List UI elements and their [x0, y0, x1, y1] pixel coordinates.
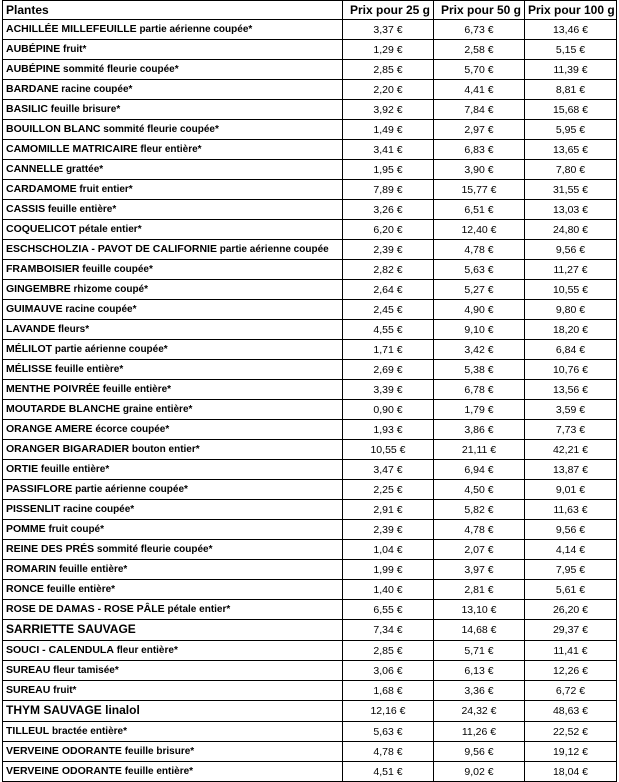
price-100g: 18,20 €: [525, 320, 617, 340]
plant-name: BASILIC: [6, 103, 48, 115]
plant-name-cell: [3, 380, 343, 400]
plant-description: grattée*: [63, 164, 104, 175]
price-50g: 4,78 €: [434, 240, 525, 260]
plant-name-cell: [3, 480, 343, 500]
price-25g: 2,20 €: [343, 80, 434, 100]
plant-description: sommité fleurie coupée*: [100, 124, 219, 135]
plant-name: REINE DES PRÉS: [6, 543, 95, 555]
table-row: [3, 460, 617, 480]
plant-name-cell: [3, 460, 343, 480]
plant-description: fleur tamisée*: [50, 665, 119, 676]
plant-name: SOUCI - CALENDULA: [6, 644, 114, 656]
price-50g: 5,63 €: [434, 260, 525, 280]
table-header: [3, 1, 617, 20]
price-50g: 3,90 €: [434, 160, 525, 180]
price-100g: 13,03 €: [525, 200, 617, 220]
price-25g: 10,55 €: [343, 440, 434, 460]
price-25g: 1,49 €: [343, 120, 434, 140]
plant-description: bractée entière*: [49, 726, 127, 737]
plant-name: TILLEUL: [6, 725, 50, 737]
plant-description: fruit*: [50, 685, 77, 696]
price-100g: 11,27 €: [525, 260, 617, 280]
price-100g: 10,55 €: [525, 280, 617, 300]
table-row: [3, 60, 617, 80]
price-100g: 3,59 €: [525, 400, 617, 420]
price-100g: 6,72 €: [525, 681, 617, 701]
table-row: [3, 20, 617, 40]
plant-name-cell: [3, 620, 343, 641]
plant-name: LAVANDE: [6, 323, 56, 335]
price-50g: 5,27 €: [434, 280, 525, 300]
price-25g: 3,39 €: [343, 380, 434, 400]
price-25g: 2,85 €: [343, 60, 434, 80]
plant-name: MOUTARDE BLANCHE: [6, 403, 121, 415]
price-50g: 6,78 €: [434, 380, 525, 400]
plant-description: fruit entier*: [76, 184, 133, 195]
price-100g: 13,56 €: [525, 380, 617, 400]
plant-name: ACHILLÉE MILLEFEUILLE: [6, 23, 137, 35]
price-25g: 2,39 €: [343, 520, 434, 540]
plant-name: CARDAMOME: [6, 183, 77, 195]
plant-description: feuille entière*: [121, 766, 194, 777]
price-100g: 11,63 €: [525, 500, 617, 520]
plant-description: feuille entière*: [52, 364, 124, 375]
table-row: [3, 160, 617, 180]
price-50g: 3,42 €: [434, 340, 525, 360]
plant-name-cell: [3, 320, 343, 340]
plant-name: FRAMBOISIER: [6, 263, 80, 275]
header-price-100: Prix pour 100 g: [525, 1, 617, 20]
price-50g: 4,41 €: [434, 80, 525, 100]
plant-description: racine coupée*: [60, 504, 135, 515]
plant-description: sommité fleurie coupée*: [94, 544, 213, 555]
table-row: [3, 600, 617, 620]
plant-name-cell: [3, 240, 343, 260]
price-25g: 1,71 €: [343, 340, 434, 360]
price-100g: 13,46 €: [525, 20, 617, 40]
price-25g: 3,37 €: [343, 20, 434, 40]
price-25g: 2,91 €: [343, 500, 434, 520]
price-50g: 14,68 €: [434, 620, 525, 641]
price-25g: 0,90 €: [343, 400, 434, 420]
price-25g: 5,63 €: [343, 722, 434, 742]
plant-name-cell: [3, 20, 343, 40]
plant-description: partie aérienne coupée*: [136, 24, 253, 35]
price-100g: 9,56 €: [525, 520, 617, 540]
plant-name-cell: [3, 220, 343, 240]
plant-description: racine coupée*: [58, 84, 133, 95]
plant-description: fruit*: [60, 44, 87, 55]
table-row: [3, 500, 617, 520]
plant-name: POMME: [6, 523, 46, 535]
plant-name-cell: [3, 580, 343, 600]
price-25g: 2,85 €: [343, 641, 434, 661]
price-100g: 10,76 €: [525, 360, 617, 380]
plant-name-cell: [3, 280, 343, 300]
price-25g: 1,40 €: [343, 580, 434, 600]
header-row: [3, 1, 617, 20]
plant-description: écorce coupée*: [92, 424, 170, 435]
price-100g: 19,12 €: [525, 742, 617, 762]
price-50g: 9,10 €: [434, 320, 525, 340]
price-100g: 42,21 €: [525, 440, 617, 460]
table-row: [3, 742, 617, 762]
price-25g: 1,68 €: [343, 681, 434, 701]
price-25g: 3,26 €: [343, 200, 434, 220]
plant-name: ROMARIN: [6, 563, 57, 575]
plant-name: SARRIETTE SAUVAGE: [6, 622, 136, 636]
price-25g: 3,47 €: [343, 460, 434, 480]
price-25g: 3,41 €: [343, 140, 434, 160]
price-25g: 12,16 €: [343, 701, 434, 722]
plant-name: VERVEINE ODORANTE: [6, 765, 122, 777]
price-50g: 6,73 €: [434, 20, 525, 40]
plant-name-cell: [3, 120, 343, 140]
price-25g: 1,29 €: [343, 40, 434, 60]
plant-name-cell: [3, 742, 343, 762]
plant-name: CASSIS: [6, 203, 46, 215]
price-100g: 7,95 €: [525, 560, 617, 580]
plant-name-cell: [3, 180, 343, 200]
price-100g: 13,65 €: [525, 140, 617, 160]
plant-name-cell: [3, 160, 343, 180]
price-50g: 4,50 €: [434, 480, 525, 500]
table-row: [3, 420, 617, 440]
price-50g: 6,13 €: [434, 661, 525, 681]
price-100g: 9,56 €: [525, 240, 617, 260]
plant-name-cell: [3, 300, 343, 320]
price-25g: 6,20 €: [343, 220, 434, 240]
plant-name-cell: [3, 360, 343, 380]
price-100g: 24,80 €: [525, 220, 617, 240]
plant-name: VERVEINE ODORANTE: [6, 745, 122, 757]
table-row: [3, 260, 617, 280]
plant-name: ORANGER BIGARADIER: [6, 443, 130, 455]
table-row: [3, 520, 617, 540]
price-100g: 11,41 €: [525, 641, 617, 661]
price-25g: 3,92 €: [343, 100, 434, 120]
plant-name: COQUELICOT: [6, 223, 76, 235]
plant-name-cell: [3, 520, 343, 540]
price-25g: 4,55 €: [343, 320, 434, 340]
plant-name-cell: [3, 641, 343, 661]
plant-description: feuille entière*: [56, 564, 128, 575]
plant-description: sommité fleurie coupée*: [60, 64, 179, 75]
plant-name: RONCE: [6, 583, 44, 595]
header-plantes: Plantes: [3, 1, 343, 20]
price-50g: 1,79 €: [434, 400, 525, 420]
table-row: [3, 300, 617, 320]
plant-name-cell: [3, 60, 343, 80]
plant-name: BARDANE: [6, 83, 59, 95]
price-100g: 9,80 €: [525, 300, 617, 320]
price-50g: 24,32 €: [434, 701, 525, 722]
table-row: [3, 240, 617, 260]
plant-description: pétale entier*: [76, 224, 142, 235]
price-50g: 9,56 €: [434, 742, 525, 762]
price-25g: 1,95 €: [343, 160, 434, 180]
price-100g: 7,80 €: [525, 160, 617, 180]
price-50g: 6,94 €: [434, 460, 525, 480]
price-100g: 5,95 €: [525, 120, 617, 140]
table-row: [3, 120, 617, 140]
table-row: [3, 340, 617, 360]
price-50g: 2,07 €: [434, 540, 525, 560]
price-100g: 26,20 €: [525, 600, 617, 620]
price-50g: 6,51 €: [434, 200, 525, 220]
price-50g: 2,58 €: [434, 40, 525, 60]
plant-name-cell: [3, 701, 343, 722]
price-25g: 2,64 €: [343, 280, 434, 300]
table-row: [3, 681, 617, 701]
plant-name-cell: [3, 140, 343, 160]
price-50g: 5,71 €: [434, 641, 525, 661]
plant-name: THYM SAUVAGE linalol: [6, 703, 140, 717]
table-row: [3, 641, 617, 661]
price-50g: 6,83 €: [434, 140, 525, 160]
table-row: [3, 540, 617, 560]
plant-description: feuille entière*: [45, 204, 117, 215]
table-row: [3, 701, 617, 722]
price-50g: 12,40 €: [434, 220, 525, 240]
price-50g: 7,84 €: [434, 100, 525, 120]
price-25g: 1,04 €: [343, 540, 434, 560]
plant-name: ESCHSCHOLZIA - PAVOT DE CALIFORNIE: [6, 243, 217, 255]
table-row: [3, 200, 617, 220]
plant-name: PASSIFLORE: [6, 483, 73, 495]
plant-name: CANNELLE: [6, 163, 64, 175]
price-100g: 18,04 €: [525, 762, 617, 782]
price-table: [2, 0, 617, 782]
price-50g: 2,97 €: [434, 120, 525, 140]
price-100g: 15,68 €: [525, 100, 617, 120]
price-25g: 2,82 €: [343, 260, 434, 280]
plant-name: MÉLILOT: [6, 343, 53, 355]
table-row: [3, 320, 617, 340]
price-50g: 3,86 €: [434, 420, 525, 440]
plant-name: MENTHE POIVRÉE: [6, 383, 100, 395]
plant-name-cell: [3, 661, 343, 681]
plant-description: feuille coupée*: [79, 264, 153, 275]
plant-description: partie aérienne coupée*: [72, 484, 188, 495]
price-100g: 29,37 €: [525, 620, 617, 641]
plant-description: fleur entière*: [137, 144, 202, 155]
plant-name-cell: [3, 762, 343, 782]
price-50g: 21,11 €: [434, 440, 525, 460]
plant-name-cell: [3, 540, 343, 560]
plant-name-cell: [3, 500, 343, 520]
plant-name-cell: [3, 400, 343, 420]
plant-description: fleurs*: [55, 324, 90, 335]
table-row: [3, 661, 617, 681]
plant-name: BOUILLON BLANC: [6, 123, 101, 135]
plant-name: AUBÉPINE: [6, 63, 61, 75]
plant-name-cell: [3, 681, 343, 701]
price-100g: 48,63 €: [525, 701, 617, 722]
plant-description: partie aérienne coupée: [216, 244, 329, 255]
price-100g: 22,52 €: [525, 722, 617, 742]
price-50g: 3,97 €: [434, 560, 525, 580]
plant-name-cell: [3, 600, 343, 620]
price-25g: 7,89 €: [343, 180, 434, 200]
table-row: [3, 280, 617, 300]
price-50g: 3,36 €: [434, 681, 525, 701]
plant-name-cell: [3, 722, 343, 742]
table-row: [3, 560, 617, 580]
plant-description: rhizome coupé*: [70, 284, 149, 295]
price-25g: 6,55 €: [343, 600, 434, 620]
price-25g: 1,99 €: [343, 560, 434, 580]
plant-description: feuille entière*: [38, 464, 110, 475]
table-row: [3, 40, 617, 60]
price-100g: 31,55 €: [525, 180, 617, 200]
table-row: [3, 380, 617, 400]
plant-name-cell: [3, 100, 343, 120]
plant-name: SUREAU: [6, 684, 51, 696]
plant-name-cell: [3, 340, 343, 360]
price-100g: 7,73 €: [525, 420, 617, 440]
plant-name-cell: [3, 200, 343, 220]
price-100g: 6,84 €: [525, 340, 617, 360]
plant-name: MÉLISSE: [6, 363, 53, 375]
price-100g: 12,26 €: [525, 661, 617, 681]
header-price-50: Prix pour 50 g: [434, 1, 525, 20]
plant-description: partie aérienne coupée*: [52, 344, 168, 355]
plant-description: racine coupée*: [62, 304, 137, 315]
price-50g: 2,81 €: [434, 580, 525, 600]
plant-name: CAMOMILLE MATRICAIRE: [6, 143, 138, 155]
price-100g: 9,01 €: [525, 480, 617, 500]
table-row: [3, 400, 617, 420]
price-100g: 11,39 €: [525, 60, 617, 80]
table-row: [3, 360, 617, 380]
plant-name: PISSENLIT: [6, 503, 61, 515]
plant-name: ORTIE: [6, 463, 39, 475]
plant-name-cell: [3, 440, 343, 460]
plant-name-cell: [3, 40, 343, 60]
price-100g: 5,61 €: [525, 580, 617, 600]
header-price-25: Prix pour 25 g: [343, 1, 434, 20]
table-row: [3, 480, 617, 500]
plant-name-cell: [3, 260, 343, 280]
plant-description: feuille brisure*: [121, 746, 195, 757]
price-25g: 2,39 €: [343, 240, 434, 260]
table-row: [3, 100, 617, 120]
price-25g: 7,34 €: [343, 620, 434, 641]
plant-description: fruit coupé*: [45, 524, 105, 535]
price-50g: 15,77 €: [434, 180, 525, 200]
price-25g: 4,78 €: [343, 742, 434, 762]
table-body: [3, 20, 617, 782]
table-row: [3, 80, 617, 100]
plant-description: feuille entière*: [43, 584, 116, 595]
price-25g: 3,06 €: [343, 661, 434, 681]
price-50g: 4,90 €: [434, 300, 525, 320]
price-50g: 11,26 €: [434, 722, 525, 742]
plant-description: bouton entier*: [129, 444, 200, 455]
price-50g: 13,10 €: [434, 600, 525, 620]
table-row: [3, 762, 617, 782]
price-100g: 8,81 €: [525, 80, 617, 100]
table-row: [3, 440, 617, 460]
price-100g: 13,87 €: [525, 460, 617, 480]
table-row: [3, 180, 617, 200]
plant-description: feuille brisure*: [48, 104, 121, 115]
price-50g: 5,82 €: [434, 500, 525, 520]
plant-name: GINGEMBRE: [6, 283, 71, 295]
plant-name: GUIMAUVE: [6, 303, 63, 315]
table-row: [3, 580, 617, 600]
price-50g: 5,38 €: [434, 360, 525, 380]
plant-name-cell: [3, 420, 343, 440]
price-100g: 4,14 €: [525, 540, 617, 560]
table-row: [3, 722, 617, 742]
price-50g: 5,70 €: [434, 60, 525, 80]
table-row: [3, 220, 617, 240]
price-25g: 2,69 €: [343, 360, 434, 380]
plant-name: AUBÉPINE: [6, 43, 61, 55]
price-100g: 5,15 €: [525, 40, 617, 60]
price-25g: 2,45 €: [343, 300, 434, 320]
plant-name: ORANGE AMERE: [6, 423, 93, 435]
price-25g: 2,25 €: [343, 480, 434, 500]
plant-name-cell: [3, 80, 343, 100]
plant-name: SUREAU: [6, 664, 51, 676]
plant-description: fleur entière*: [113, 645, 178, 656]
plant-description: feuille entière*: [99, 384, 172, 395]
plant-name: ROSE DE DAMAS - ROSE PÂLE: [6, 603, 165, 615]
plant-name-cell: [3, 560, 343, 580]
price-25g: 4,51 €: [343, 762, 434, 782]
price-25g: 1,93 €: [343, 420, 434, 440]
plant-description: pétale entier*: [164, 604, 231, 615]
table-row: [3, 620, 617, 641]
price-50g: 9,02 €: [434, 762, 525, 782]
table-row: [3, 140, 617, 160]
price-50g: 4,78 €: [434, 520, 525, 540]
plant-description: graine entière*: [120, 404, 193, 415]
